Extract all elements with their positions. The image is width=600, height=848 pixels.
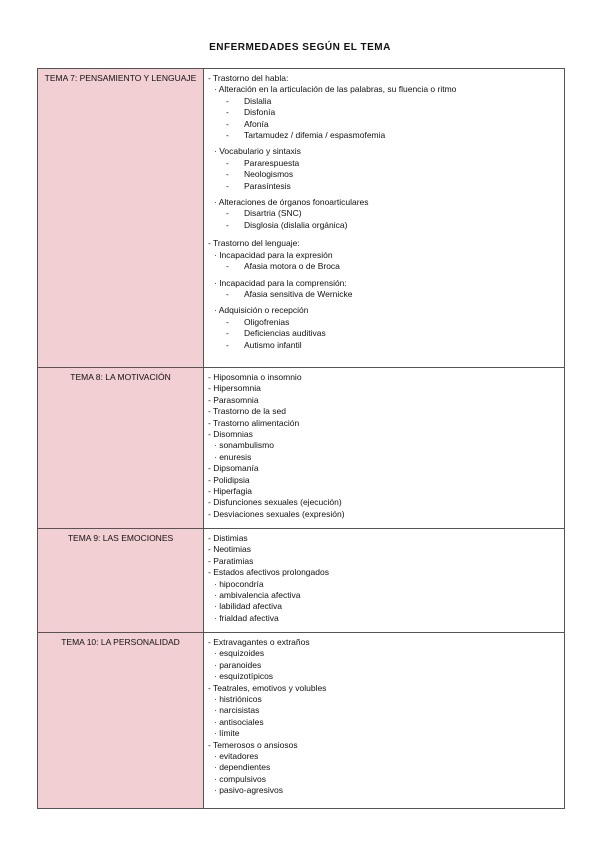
- diseases-table: [37, 68, 565, 809]
- list-item: - Desviaciones sexuales (expresión): [208, 508, 345, 519]
- page-title: ENFERMEDADES SEGÚN EL TEMA: [209, 42, 391, 53]
- list-item: - Parasíntesis: [226, 180, 291, 191]
- list-item: · narcisistas: [214, 705, 260, 716]
- list-item: - Estados afectivos prolongados: [208, 567, 329, 578]
- list-item: - Disartria (SNC): [226, 208, 302, 219]
- list-item: - Disfunciones sexuales (ejecución): [208, 497, 342, 508]
- list-item: · esquizoides: [214, 648, 265, 659]
- list-item: - Deficiencias auditivas: [226, 328, 326, 339]
- list-item: - Dipsomanía: [208, 463, 259, 474]
- list-item: - Tartamudez / difemia / espasmofemia: [226, 130, 386, 141]
- list-item: - Hiperfagia: [208, 486, 252, 497]
- content-cell: [204, 529, 565, 633]
- content-cell: [204, 633, 565, 809]
- list-item: · Incapacidad para la expresión: [214, 249, 333, 260]
- list-item: - Hipersomnia: [208, 383, 261, 394]
- list-item: - Afasia sensitiva de Wernicke: [226, 288, 353, 299]
- list-item: - Afasia motora o de Broca: [226, 261, 340, 272]
- list-item: - Distimias: [208, 533, 248, 543]
- topic-cell: TEMA 7: PENSAMIENTO Y LENGUAJE: [38, 69, 204, 368]
- list-item: · pasivo-agresivos: [214, 785, 283, 796]
- list-item: · Incapacidad para la comprensión:: [214, 277, 347, 288]
- list-item: - Teatrales, emotivos y volubles: [208, 682, 327, 693]
- list-item: · enuresis: [214, 451, 252, 462]
- table-row: [38, 633, 565, 809]
- list-item: - Neotimias: [208, 544, 251, 555]
- content-cell: [204, 368, 565, 529]
- list-item: - Trastorno del lenguaje:: [208, 238, 300, 249]
- content-cell: [204, 69, 565, 368]
- list-item: - Oligofrenias: [226, 316, 290, 327]
- list-item: - Parasomnia: [208, 394, 259, 405]
- list-item: - Disomnias: [208, 429, 253, 440]
- list-item: - Afonía: [226, 118, 269, 129]
- list-item: · Vocabulario y sintaxis: [214, 146, 301, 157]
- table-row: [38, 69, 565, 368]
- list-item: - Paratimias: [208, 555, 254, 566]
- list-item: - Disglosia (dislalia orgánica): [226, 219, 348, 230]
- list-item: - Pararespuesta: [226, 157, 300, 168]
- topic-cell: TEMA 9: LAS EMOCIONES: [38, 529, 204, 633]
- list-item: - Extravagantes o extraños: [208, 637, 310, 647]
- list-item: · paranoides: [214, 659, 262, 670]
- list-item: · antisociales: [214, 716, 264, 727]
- list-item: · histriónicos: [214, 694, 262, 705]
- topic-cell: TEMA 8: LA MOTIVACIÓN: [38, 368, 204, 529]
- list-item: - Polidipsia: [208, 474, 250, 485]
- list-item: - Dislalia: [226, 95, 272, 106]
- list-item: · ambivalencia afectiva: [214, 590, 301, 601]
- list-item: - Trastorno del habla:: [208, 73, 289, 83]
- list-item: - Trastorno alimentación: [208, 417, 300, 428]
- list-item: - Neologismos: [226, 169, 294, 180]
- table-row: [38, 368, 565, 529]
- list-item: - Trastorno de la sed: [208, 406, 286, 417]
- list-item: · sonambulismo: [214, 440, 274, 451]
- topic-cell: TEMA 10: LA PERSONALIDAD: [38, 633, 204, 809]
- list-item: · dependientes: [214, 762, 271, 773]
- list-item: · Alteraciones de órganos fonoarticulares: [214, 197, 369, 208]
- list-item: - Autismo infantil: [226, 339, 302, 350]
- list-item: · Alteración en la articulación de las palabras, su fluencia o ritmo: [214, 84, 457, 95]
- list-item: · labilidad afectiva: [214, 601, 283, 612]
- list-item: - Temerosos o ansiosos: [208, 739, 298, 750]
- list-item: - Disfonía: [226, 107, 276, 118]
- list-item: - Hiposomnia o insomnio: [208, 372, 302, 382]
- list-item: · Adquisición o recepción: [214, 305, 309, 316]
- list-item: · compulsivos: [214, 773, 266, 784]
- list-item: · esquizotípicos: [214, 671, 274, 682]
- list-item: · frialdad afectiva: [214, 612, 279, 623]
- list-item: · hipocondría: [214, 578, 264, 589]
- list-item: · límite: [214, 728, 240, 739]
- table-row: [38, 529, 565, 633]
- list-item: · evitadores: [214, 751, 259, 762]
